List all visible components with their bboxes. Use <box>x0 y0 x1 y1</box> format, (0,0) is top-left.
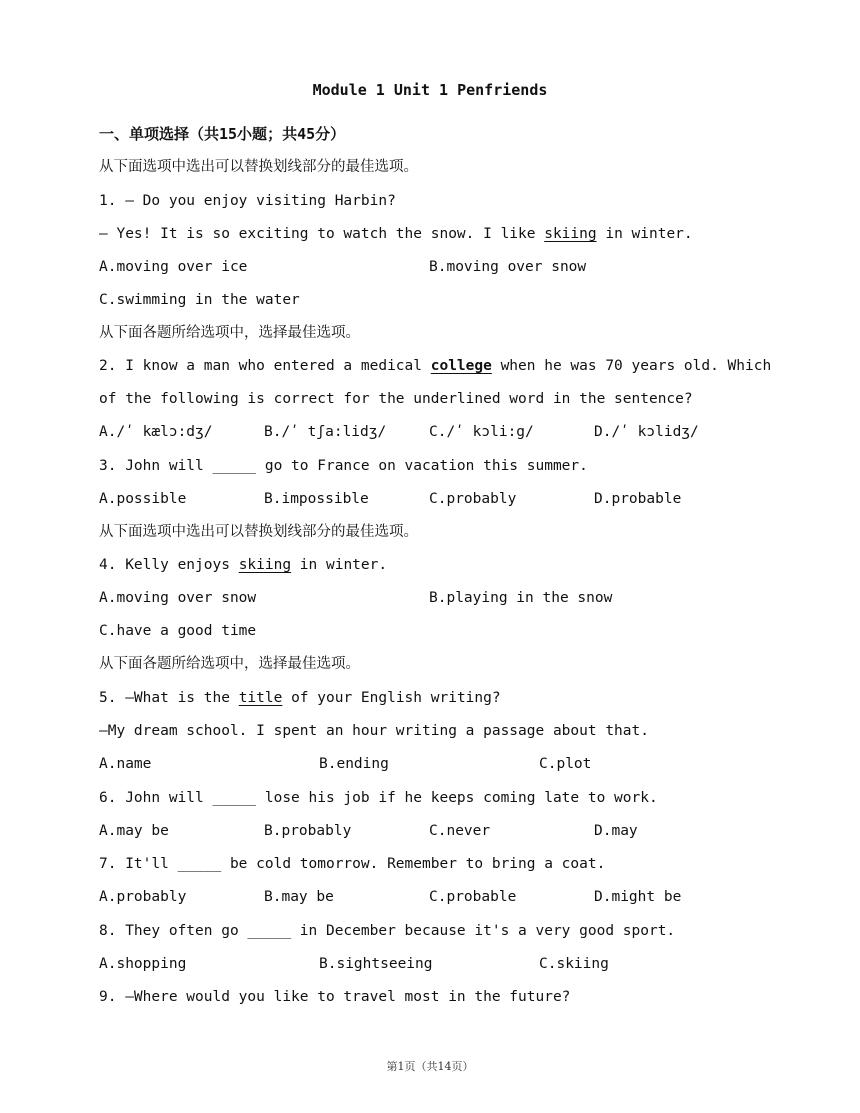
question-7-option-a: A.probably <box>99 889 187 905</box>
question-1-line-2: — Yes! It is so exciting to watch the snow. I like skiing in winter. <box>99 226 693 242</box>
question-2-option-d: D./ʹ kɔlidʒ/ <box>594 424 699 440</box>
question-6-option-d: D.may <box>594 823 638 839</box>
question-3-option-b: B.impossible <box>264 491 369 507</box>
document-title: Module 1 Unit 1 Penfriends <box>312 81 548 99</box>
question-7-option-d: D.might be <box>594 889 682 905</box>
question-5-line-1: 5. —What is the title of your English writing? <box>99 690 501 706</box>
question-2-option-b: B./ʹ tʃa:lidʒ/ <box>264 424 387 440</box>
question-3-option-d: D.probable <box>594 491 682 507</box>
question-6-option-c: C.never <box>429 823 491 839</box>
question-4-line-1: 4. Kelly enjoys skiing in winter. <box>99 557 388 573</box>
underlined-word: college <box>430 358 492 374</box>
underlined-word: skiing <box>544 226 597 242</box>
question-8-line-1: 8. They often go _____ in December because it's a very good sport. <box>99 923 676 939</box>
question-5-option-b: B.ending <box>319 756 389 772</box>
question-5-option-a: A.name <box>99 756 152 772</box>
question-7-option-c: C.probable <box>429 889 517 905</box>
question-8-option-a: A.shopping <box>99 956 187 972</box>
underlined-word: skiing <box>238 557 292 573</box>
question-6-option-b: B.probably <box>264 823 352 839</box>
question-8-option-c: C.skiing <box>539 956 609 972</box>
question-7-option-b: B.may be <box>264 889 334 905</box>
question-1-line-1: 1. — Do you enjoy visiting Harbin? <box>99 193 396 209</box>
question-2-line-1: 2. I know a man who entered a medical college when he was 70 years old. Which <box>99 358 772 374</box>
question-2-option-a: A./ʹ kælɔ:dʒ/ <box>99 424 213 440</box>
question-5-option-c: C.plot <box>539 756 592 772</box>
question-3-option-a: A.possible <box>99 491 187 507</box>
question-4-option-c: C.have a good time <box>99 623 257 639</box>
question-3-line-1: 3. John will _____ go to France on vacation this summer. <box>99 458 588 474</box>
question-4-option-b: B.playing in the snow <box>429 590 613 606</box>
page-footer: 第1页（共14页） <box>386 1060 474 1073</box>
question-3-option-c: C.probably <box>429 491 517 507</box>
underlined-word: title <box>238 690 283 706</box>
section-heading: 一、单项选择（共15小题；共45分） <box>99 125 346 143</box>
question-1-option-c: C.swimming in the water <box>99 292 300 308</box>
instruction-replace-underlined: 从下面选项中选出可以替换划线部分的最佳选项。 <box>99 524 418 540</box>
question-4-option-a: A.moving over snow <box>99 590 257 606</box>
question-9-line-1: 9. —Where would you like to travel most in the future? <box>99 989 571 1005</box>
question-7-line-1: 7. It'll _____ be cold tomorrow. Remember to bring a coat. <box>99 856 606 872</box>
instruction-choose-best: 从下面各题所给选项中，选择最佳选项。 <box>99 656 360 672</box>
instruction-replace-underlined: 从下面选项中选出可以替换划线部分的最佳选项。 <box>99 159 418 175</box>
instruction-choose-best: 从下面各题所给选项中，选择最佳选项。 <box>99 325 360 341</box>
question-1-option-b: B.moving over snow <box>429 259 587 275</box>
question-6-line-1: 6. John will _____ lose his job if he keeps coming late to work. <box>99 790 658 806</box>
question-5-line-2: —My dream school. I spent an hour writing a passage about that. <box>99 723 649 739</box>
question-1-option-a: A.moving over ice <box>99 259 248 275</box>
question-2-option-c: C./ʹ kɔli:g/ <box>429 424 534 440</box>
question-2-line-2: of the following is correct for the underlined word in the sentence? <box>99 391 693 407</box>
question-8-option-b: B.sightseeing <box>319 956 433 972</box>
question-6-option-a: A.may be <box>99 823 169 839</box>
